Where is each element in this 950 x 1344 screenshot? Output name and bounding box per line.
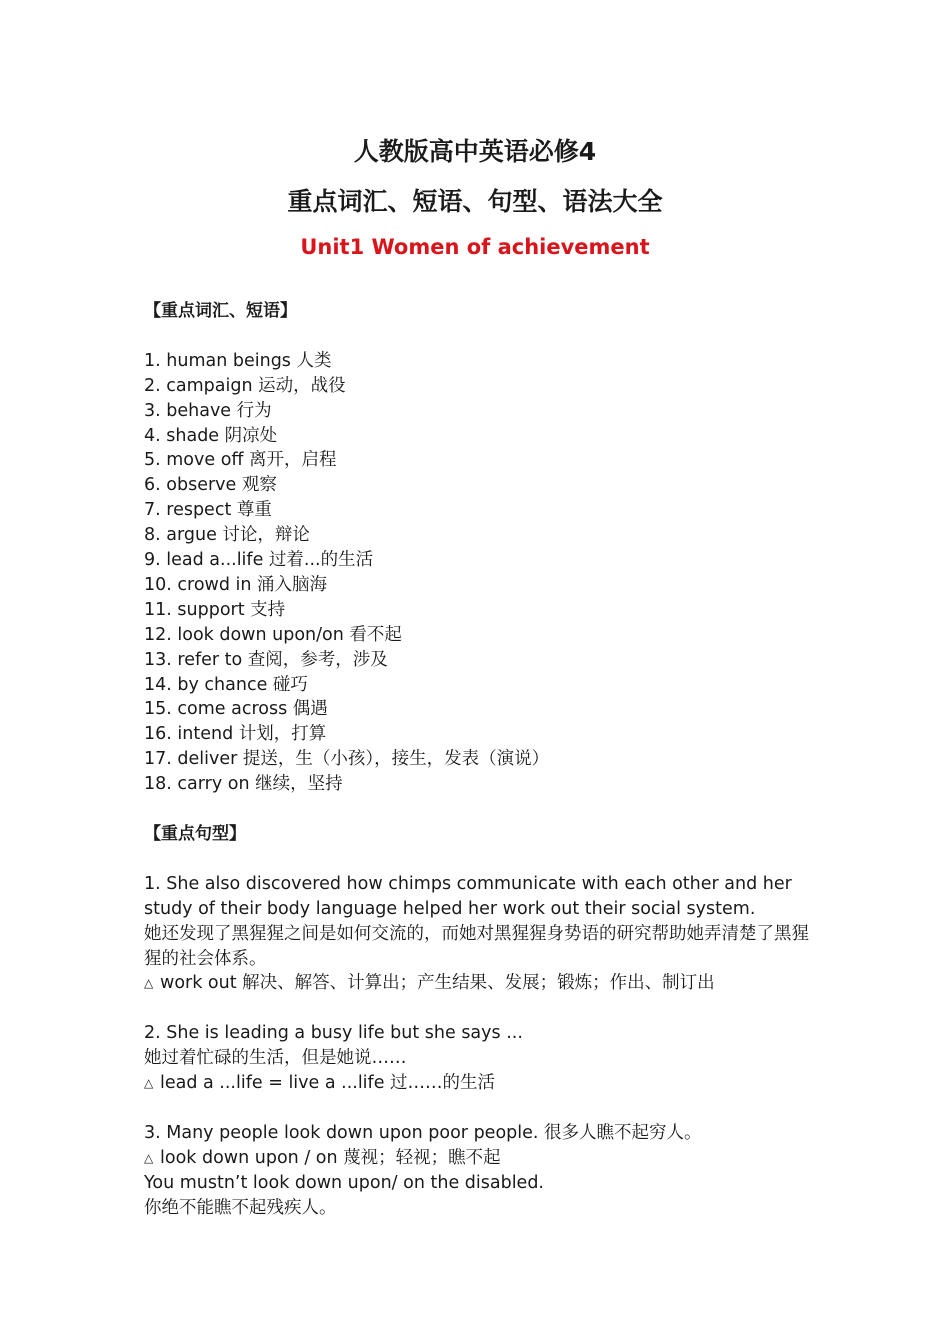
vocab-item: 3. behave 行为 [144, 400, 272, 421]
example-sentence-english: You mustn’t look down upon/ on the disabled. [144, 1172, 544, 1193]
example-sentence-chinese: 你绝不能瞧不起残疾人。 [144, 1197, 337, 1218]
sentence-english: 1. She also discovered how chimps communicate with each other and her study of their body language helped her work out their social system. [144, 873, 792, 919]
sentence-chinese: 她还发现了黑猩猩之间是如何交流的，而她对黑猩猩身势语的研究帮助她弄清楚了黑猩猩的社会体系。 [144, 923, 809, 969]
vocab-item: 4. shade 阴凉处 [144, 425, 278, 446]
vocab-item: 15. come across 偶遇 [144, 699, 328, 720]
sentence-note: △ work out 解决、解答、计算出；产生结果、发展；锻炼；作出、制订出 [144, 971, 824, 996]
vocab-item: 1. human beings 人类 [144, 350, 332, 371]
vocab-item: 16. intend 计划，打算 [144, 724, 327, 745]
sentence-block [144, 1121, 824, 1221]
vocab-list [144, 349, 824, 797]
vocab-item: 7. respect 尊重 [144, 500, 272, 521]
vocab-section-heading: 【重点词汇、短语】 [144, 301, 297, 321]
document-title: 人教版高中英语必修4 [353, 137, 597, 166]
document-subtitle: 重点词汇、短语、句型、语法大全 [287, 187, 663, 216]
triangle-icon: △ [144, 1150, 154, 1165]
sentence-section-heading: 【重点句型】 [144, 824, 246, 844]
vocab-item: 11. support 支持 [144, 599, 286, 620]
sentence-chinese: 她过着忙碌的生活，但是她说…… [144, 1048, 407, 1069]
vocab-item: 17. deliver 提送，生（小孩），接生，发表（演说） [144, 749, 550, 770]
vocab-item: 12. look down upon/on 看不起 [144, 624, 402, 645]
sentence-note: △ lead a ...life = live a ...life 过……的生活 [144, 1071, 824, 1096]
vocab-item: 5. move off 离开，启程 [144, 450, 337, 471]
vocab-item: 2. campaign 运动，战役 [144, 375, 346, 396]
vocab-item: 6. observe 观察 [144, 475, 277, 496]
triangle-icon: △ [144, 976, 154, 991]
vocab-item: 8. argue 讨论，辩论 [144, 525, 310, 546]
document-body [144, 299, 824, 1220]
vocab-item: 13. refer to 查阅，参考，涉及 [144, 649, 388, 670]
sentence-block [144, 1021, 824, 1096]
sentence-english: 3. Many people look down upon poor people. 很多人瞧不起穷人。 [144, 1122, 702, 1143]
vocab-item: 14. by chance 碰巧 [144, 674, 308, 695]
vocab-item: 9. lead a...life 过着...的生活 [144, 550, 374, 571]
vocab-item: 18. carry on 继续，坚持 [144, 774, 343, 795]
triangle-icon: △ [144, 1076, 154, 1091]
vocab-item: 10. crowd in 涌入脑海 [144, 574, 328, 595]
sentence-note: △ look down upon / on 蔑视；轻视；瞧不起 [144, 1146, 824, 1171]
unit-title: Unit1 Women of achievement [300, 235, 650, 259]
sentence-english: 2. She is leading a busy life but she says ... [144, 1023, 523, 1044]
sentence-block [144, 872, 824, 997]
